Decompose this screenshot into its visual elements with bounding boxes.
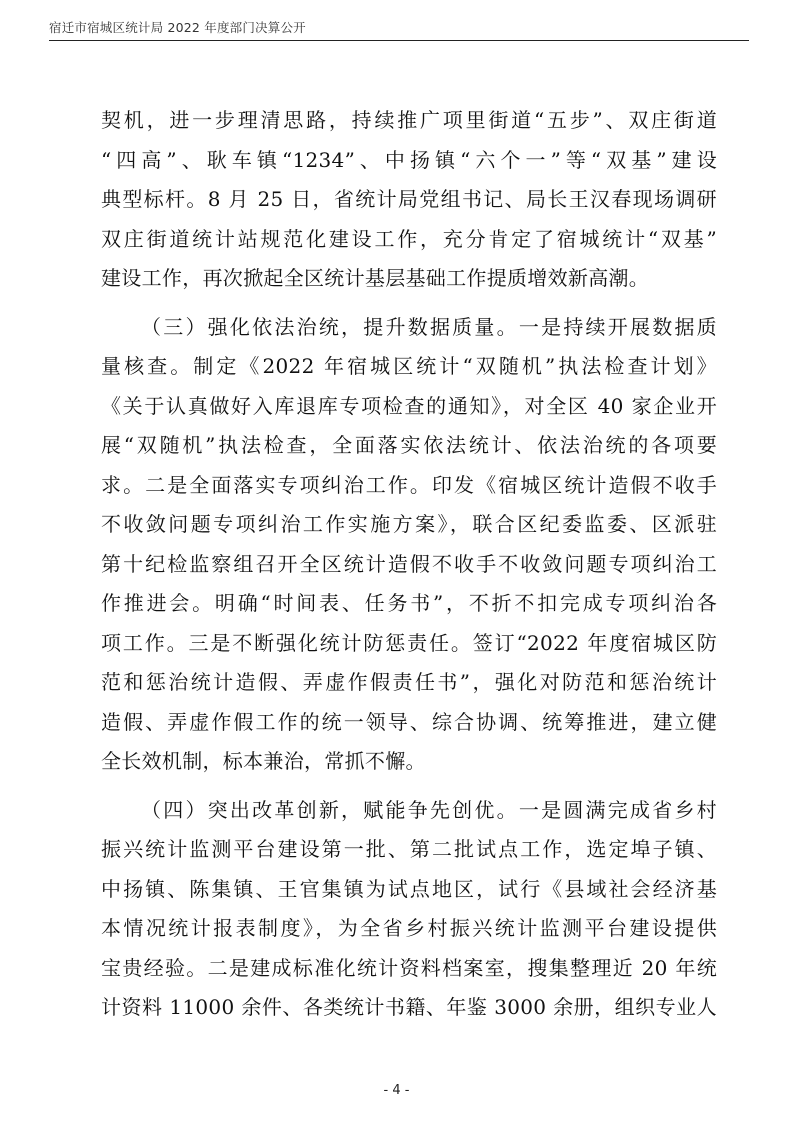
text-line: 中扬镇、陈集镇、王官集镇为试点地区，试行《县域社会经济基 — [101, 876, 717, 901]
text-line: 项工作。三是不断强化统计防惩责任。签订“2022 年度宿城区防 — [101, 630, 717, 655]
text-line: 典型标杆。8 月 25 日，省统计局党组书记、局长王汉春现场调研 — [101, 187, 717, 211]
text-line: 量核查。制定《2022 年宿城区统计“双随机”执法检查计划》 — [101, 354, 717, 378]
page-header — [49, 0, 749, 41]
text-line: 第十纪检监察组召开全区统计造假不收手不收敛问题专项纠治工 — [101, 551, 717, 576]
text-line: 展“双随机”执法检查，全面落实依法统计、依法治统的各项要 — [101, 433, 717, 457]
text-line: 振兴统计监测平台建设第一批、第二批试点工作，选定埠子镇、 — [101, 837, 717, 861]
text-line: 计资料 11000 余件、各类统计书籍、年鉴 3000 余册，组织专业人 — [101, 995, 717, 1019]
text-line: 建设工作，再次掀起全区统计基层基础工作提质增效新高潮。 — [101, 266, 650, 290]
page-number: - 4 - — [383, 1083, 410, 1098]
paragraph — [101, 104, 717, 302]
text-line: 双庄街道统计站规范化建设工作，充分肯定了宿城统计“双基” — [101, 226, 717, 251]
text-line: 范和惩治统计造假、弄虚作假责任书”，强化对防范和惩治统计 — [101, 670, 717, 694]
text-line: 本情况统计报表制度》，为全省乡村振兴统计监测平台建设提供 — [101, 916, 717, 940]
paragraph — [101, 311, 717, 785]
text-line: （三）强化依法治统，提升数据质量。一是持续开展数据质 — [141, 314, 717, 339]
body-text — [101, 104, 717, 1031]
text-line: 求。二是全面落实专项纠治工作。印发《宿城区统计造假不收手 — [101, 472, 717, 497]
text-line: 作推进会。明确“时间表、任务书”，不折不扣完成专项纠治各 — [101, 591, 717, 615]
text-line: 不收敛问题专项纠治工作实施方案》，联合区纪委监委、区派驻 — [101, 512, 717, 536]
header-title: 宿迁市宿城区统计局 2022 年度部门决算公开 — [49, 20, 306, 35]
text-line: “四高”、耿车镇“1234”、中扬镇“六个一”等“双基”建设 — [101, 147, 717, 172]
text-line: 契机，进一步理清思路，持续推广项里街道“五步”、双庄街道 — [101, 108, 717, 132]
text-line: （四）突出改革创新，赋能争先创优。一是圆满完成省乡村 — [141, 797, 717, 822]
text-line: 《关于认真做好入库退库专项检查的通知》，对全区 40 家企业开 — [101, 393, 717, 418]
text-line: 全长效机制，标本兼治，常抓不懈。 — [101, 749, 426, 773]
text-line: 造假、弄虚作假工作的统一领导、综合协调、统筹推进，建立健 — [101, 709, 717, 734]
paragraph — [101, 794, 717, 1031]
text-line: 宝贵经验。二是建成标准化统计资料档案室，搜集整理近 20 年统 — [101, 955, 717, 980]
